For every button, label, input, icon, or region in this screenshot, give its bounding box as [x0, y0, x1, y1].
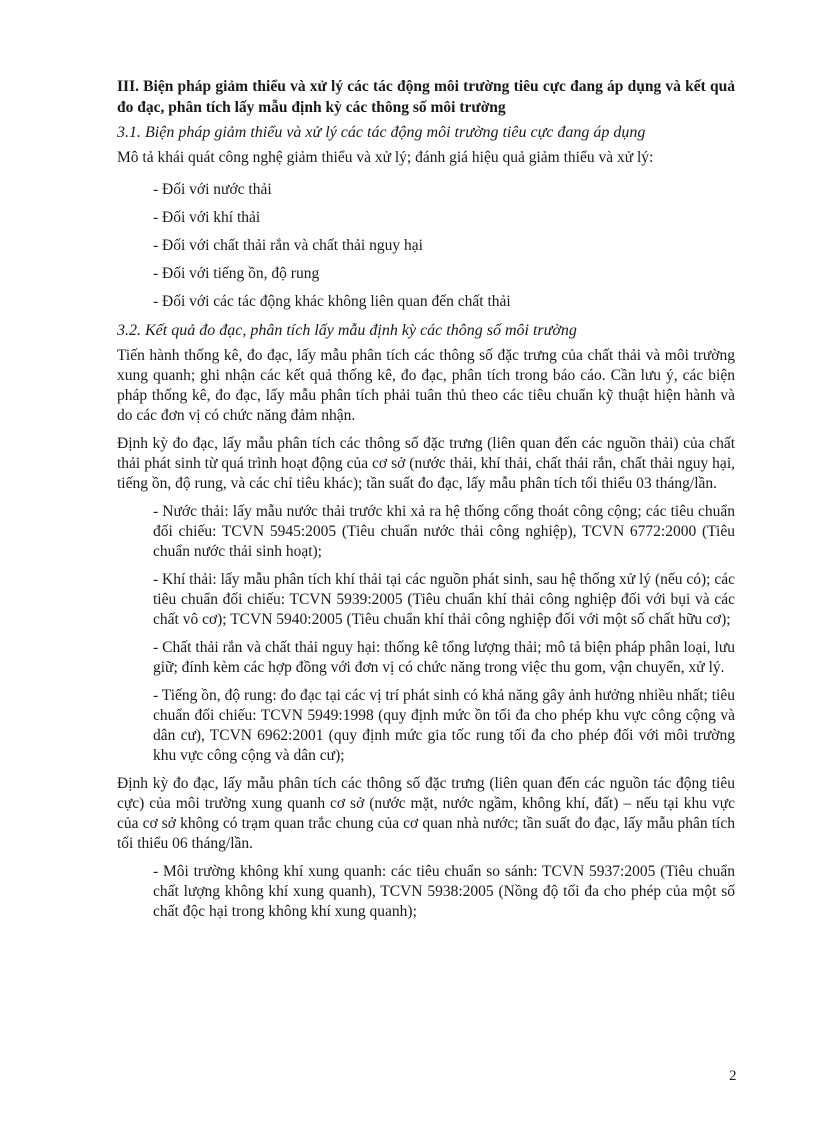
paragraph: Định kỳ đo đạc, lấy mẫu phân tích các thông số đặc trưng (liên quan đến các nguồn thải) của chất thải phát sinh từ quá trình hoạt động của cơ sở (nước thải, khí thải, chất thải rắn, chất thải nguy hại, tiếng ồn, độ rung, và các chỉ tiêu khác); tần suất đo đạc, lấy mẫu phân tích tối thiểu 03 tháng/lần.	[117, 435, 735, 492]
list-item: - Đối với nước thải	[153, 181, 272, 198]
sub-paragraph-solid-waste: - Chất thải rắn và chất thải nguy hại: thống kê tổng lượng thải; mô tả biện pháp phân loại, lưu giữ; đính kèm các hợp đồng với đơn vị có chức năng trong việc thu gom, vận chuyển, xử lý.	[153, 639, 735, 676]
list-item: - Đối với chất thải rắn và chất thải nguy hại	[153, 237, 423, 254]
paragraph: Định kỳ đo đạc, lấy mẫu phân tích các thông số đặc trưng (liên quan đến các nguồn tác động tiêu cực) của môi trường xung quanh cơ sở (nước mặt, nước ngầm, không khí, đất) – nếu tại khu vực của cơ sở không có trạm quan trắc chung của cơ quan nhà nước; tần suất đo đạc, lấy mẫu phân tích tối thiểu 06 tháng/lần.	[117, 775, 735, 852]
sub-paragraph-ambient-air: - Môi trường không khí xung quanh: các tiêu chuẩn so sánh: TCVN 5937:2005 (Tiêu chuẩn chất lượng không khí xung quanh), TCVN 5938:2005 (Nồng độ tối đa cho phép của một số chất độc hại trong không khí xung quanh);	[153, 863, 735, 920]
list-item: - Đối với tiếng ồn, độ rung	[153, 265, 320, 282]
sub-paragraph-wastewater: - Nước thải: lấy mẫu nước thải trước khi xả ra hệ thống cống thoát công cộng; các tiêu chuẩn đối chiếu: TCVN 5945:2005 (Tiêu chuẩn nước thải công nghiệp), TCVN 6772:2000 (Tiêu chuẩn nước thải sinh hoạt);	[153, 503, 735, 560]
sub-paragraph-emissions: - Khí thải: lấy mẫu phân tích khí thải tại các nguồn phát sinh, sau hệ thống xử lý (nếu có); các tiêu chuẩn đối chiếu: TCVN 5939:2005 (Tiêu chuẩn khí thải công nghiệp đối với bụi và các chất vô cơ); TCVN 5940:2005 (Tiêu chuẩn khí thải công nghiệp đối với một số chất hữu cơ);	[153, 571, 735, 628]
paragraph: Tiến hành thống kê, đo đạc, lấy mẫu phân tích các thông số đặc trưng của chất thải và môi trường xung quanh; ghi nhận các kết quả thống kê, đo đạc, phân tích trong báo cáo. Cần lưu ý, các biện pháp thống kê, đo đạc, lấy mẫu phân tích phải tuân thủ theo các tiêu chuẩn kỹ thuật hiện hành và do các đơn vị có chức năng đảm nhận.	[117, 347, 735, 424]
section-iii-heading: III. Biện pháp giảm thiểu và xử lý các tác động môi trường tiêu cực đang áp dụng và kết quả đo đạc, phân tích lấy mẫu định kỳ các thông số môi trường	[117, 78, 735, 116]
list-item: - Đối với khí thải	[153, 209, 261, 226]
sub-paragraph-noise: - Tiếng ồn, độ rung: đo đạc tại các vị trí phát sinh có khả năng gây ảnh hưởng nhiều nhất; tiêu chuẩn đối chiếu: TCVN 5949:1998 (quy định mức ồn tối đa cho phép khu vực công cộng và dân cư), TCVN 6962:2001 (quy định mức gia tốc rung tối đa cho phép đối với môi trường khu vực công cộng và dân cư);	[153, 687, 735, 764]
section-3-1-heading: 3.1. Biện pháp giảm thiểu và xử lý các tác động môi trường tiêu cực đang áp dụng	[117, 124, 646, 141]
section-3-2-heading: 3.2. Kết quả đo đạc, phân tích lấy mẫu định kỳ các thông số môi trường	[117, 322, 577, 339]
section-3-1-intro: Mô tả khái quát công nghệ giảm thiểu và xử lý; đánh giá hiệu quả giảm thiểu và xử lý:	[117, 149, 654, 166]
page-number: 2	[729, 1068, 737, 1084]
list-item: - Đối với các tác động khác không liên quan đến chất thải	[153, 293, 511, 310]
document-page	[117, 76, 735, 930]
mitigation-list	[117, 176, 735, 316]
